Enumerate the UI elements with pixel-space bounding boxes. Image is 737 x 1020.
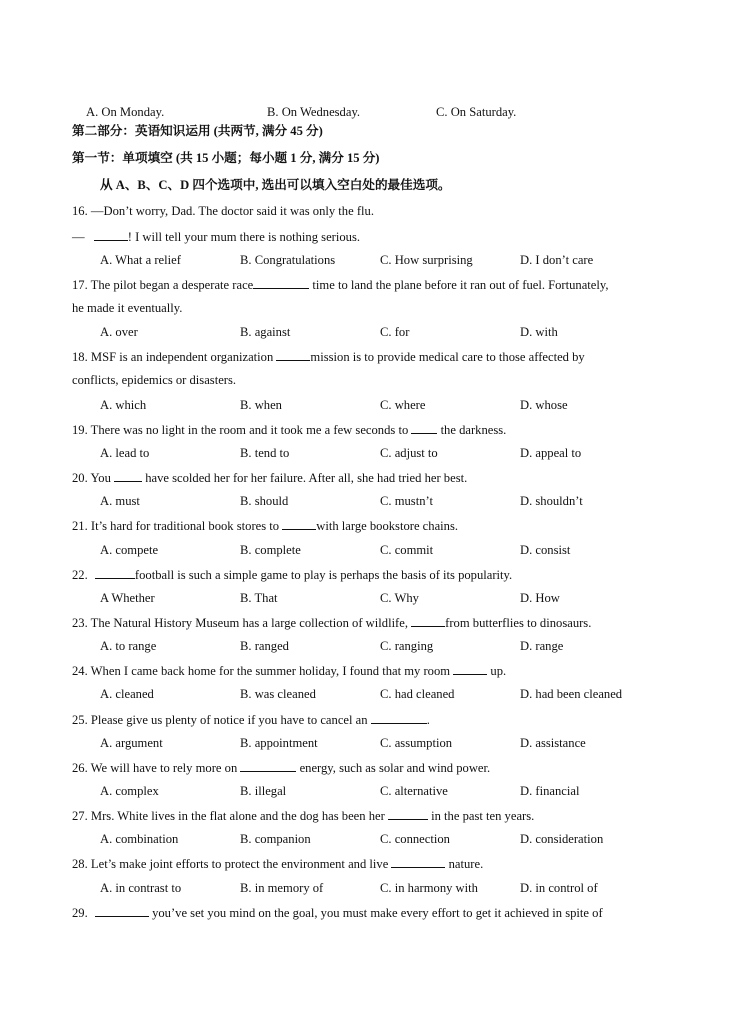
question-16-line1 [72, 203, 374, 219]
q20-option-d: D. shouldn’t [520, 494, 583, 508]
q22-option-c: C. Why [380, 591, 419, 605]
question-24 [72, 662, 506, 679]
question-text: —Don’t worry, Dad. The doctor said it was only the flu. [90, 204, 374, 218]
question-number: 18. [72, 350, 88, 364]
q28-option-d: D. in control of [520, 881, 598, 895]
question-text: You [90, 471, 111, 485]
q17-option-a: A. over [100, 325, 138, 339]
question-22 [72, 566, 512, 583]
q18-option-b: B. when [240, 398, 282, 412]
question-text: in the past ten years. [431, 809, 535, 823]
q16-option-a: A. What a relief [100, 253, 181, 267]
q17-option-c: C. for [380, 325, 410, 339]
q22-option-d: D. How [520, 591, 560, 605]
question-18-line2: conflicts, epidemics or disasters. [72, 373, 237, 387]
q23-option-b: B. ranged [240, 639, 289, 653]
answer-blank [95, 566, 135, 579]
q23-option-a: A. to range [100, 639, 157, 653]
question-text: It’s hard for traditional book stores to [90, 519, 280, 533]
question-number: 22. [72, 568, 88, 582]
top-option-c: C. On Saturday. [436, 105, 517, 119]
question-17-line1 [72, 276, 609, 293]
answer-blank [453, 662, 487, 675]
q23-option-c: C. ranging [380, 639, 434, 653]
q25-option-b: B. appointment [240, 736, 318, 750]
q24-option-c: C. had cleaned [380, 687, 455, 701]
answer-blank [253, 276, 309, 289]
q27-option-a: A. combination [100, 832, 179, 846]
question-number: 19. [72, 423, 88, 437]
question-number: 28. [72, 857, 88, 871]
q26-option-c: C. alternative [380, 784, 448, 798]
q25-option-a: A. argument [100, 736, 163, 750]
instruction: 从 A、B、C、D 四个选项中, 选出可以填入空白处的最佳选项。 [100, 178, 451, 192]
q27-option-d: D. consideration [520, 832, 604, 846]
top-option-b: B. On Wednesday. [267, 105, 361, 119]
q23-option-d: D. range [520, 639, 564, 653]
question-text: Mrs. White lives in the flat alone and the dog has been her [90, 809, 385, 823]
question-text: ! I will tell your mum there is nothing serious. [127, 230, 361, 244]
question-text: time to land the plane before it ran out of fuel. Fortunately, [312, 278, 609, 292]
q25-option-d: D. assistance [520, 736, 586, 750]
question-text: Please give us plenty of notice if you have to cancel an [90, 713, 368, 727]
question-19 [72, 421, 506, 438]
question-number: 23. [72, 616, 88, 630]
question-text: energy, such as solar and wind power. [299, 761, 491, 775]
q17-option-b: B. against [240, 325, 291, 339]
question-27 [72, 807, 534, 824]
question-number: 25. [72, 713, 88, 727]
q17-option-d: D. with [520, 325, 558, 339]
answer-blank [411, 421, 437, 434]
question-number: 24. [72, 664, 88, 678]
answer-blank [411, 614, 445, 627]
answer-blank [114, 469, 142, 482]
question-21 [72, 517, 458, 534]
q21-option-d: D. consist [520, 543, 571, 557]
question-number: 29. [72, 906, 88, 920]
q22-option-a: A Whether [100, 591, 155, 605]
q26-option-d: D. financial [520, 784, 580, 798]
q27-option-c: C. connection [380, 832, 450, 846]
answer-blank [391, 855, 445, 868]
q19-option-a: A. lead to [100, 446, 150, 460]
answer-blank [240, 759, 296, 772]
q24-option-b: B. was cleaned [240, 687, 316, 701]
q24-option-a: A. cleaned [100, 687, 154, 701]
question-number: 20. [72, 471, 88, 485]
top-option-a: A. On Monday. [86, 105, 165, 119]
question-text: you’ve set you mind on the goal, you must make every effort to get it achieved in spite of [152, 906, 603, 920]
question-text: The Natural History Museum has a large collection of wildlife, [90, 616, 408, 630]
question-17-line2: he made it eventually. [72, 301, 183, 315]
question-text: from butterflies to dinosaurs. [445, 616, 592, 630]
q20-option-c: C. mustn’t [380, 494, 433, 508]
answer-blank [276, 348, 310, 361]
question-18-line1 [72, 348, 585, 365]
q21-option-a: A. compete [100, 543, 159, 557]
q19-option-b: B. tend to [240, 446, 290, 460]
q27-option-b: B. companion [240, 832, 311, 846]
question-text: mission is to provide medical care to those affected by [310, 350, 585, 364]
section-title: 第二部分：英语知识运用 (共两节, 满分 45 分) [72, 124, 323, 138]
question-29 [72, 904, 603, 921]
q28-option-a: A. in contrast to [100, 881, 182, 895]
question-number: 16. [72, 204, 88, 218]
question-20 [72, 469, 467, 486]
q19-option-c: C. adjust to [380, 446, 438, 460]
question-text: the darkness. [440, 423, 507, 437]
question-text: The pilot began a desperate race [90, 278, 254, 292]
question-28 [72, 855, 483, 872]
q24-option-d: D. had been cleaned [520, 687, 623, 701]
answer-blank [282, 517, 316, 530]
q18-option-c: C. where [380, 398, 426, 412]
question-text: up. [490, 664, 507, 678]
question-number: 26. [72, 761, 88, 775]
question-23 [72, 614, 591, 631]
question-text: Let’s make joint efforts to protect the environment and live [90, 857, 389, 871]
question-26 [72, 759, 490, 776]
answer-blank [388, 807, 428, 820]
q28-option-c: C. in harmony with [380, 881, 478, 895]
q20-option-b: B. should [240, 494, 289, 508]
question-text: . [426, 713, 430, 727]
q16-option-c: C. How surprising [380, 253, 473, 267]
q26-option-a: A. complex [100, 784, 159, 798]
dash: — [72, 230, 85, 244]
q21-option-b: B. complete [240, 543, 301, 557]
answer-blank [94, 228, 128, 241]
answer-blank [371, 711, 427, 724]
q26-option-b: B. illegal [240, 784, 287, 798]
q16-option-b: B. Congratulations [240, 253, 336, 267]
q19-option-d: D. appeal to [520, 446, 582, 460]
question-text: nature. [448, 857, 484, 871]
question-text: There was no light in the room and it took me a few seconds to [90, 423, 409, 437]
q18-option-a: A. which [100, 398, 147, 412]
question-number: 17. [72, 278, 88, 292]
q18-option-d: D. whose [520, 398, 568, 412]
q22-option-b: B. That [240, 591, 278, 605]
q16-option-d: D. I don’t care [520, 253, 594, 267]
question-text: We will have to rely more on [90, 761, 238, 775]
question-text: football is such a simple game to play is perhaps the basis of its popularity. [134, 568, 513, 582]
question-number: 21. [72, 519, 88, 533]
question-25 [72, 711, 430, 728]
answer-blank [95, 904, 149, 917]
q25-option-c: C. assumption [380, 736, 453, 750]
question-number: 27. [72, 809, 88, 823]
question-text: When I came back home for the summer holiday, I found that my room [90, 664, 451, 678]
question-16-line2 [72, 228, 360, 245]
subsection-title: 第一节：单项填空 (共 15 小题；每小题 1 分, 满分 15 分) [72, 151, 380, 165]
question-text: MSF is an independent organization [90, 350, 274, 364]
q20-option-a: A. must [100, 494, 140, 508]
question-text: with large bookstore chains. [316, 519, 459, 533]
question-text: have scolded her for her failure. After all, she had tried her best. [145, 471, 468, 485]
q28-option-b: B. in memory of [240, 881, 324, 895]
q21-option-c: C. commit [380, 543, 434, 557]
